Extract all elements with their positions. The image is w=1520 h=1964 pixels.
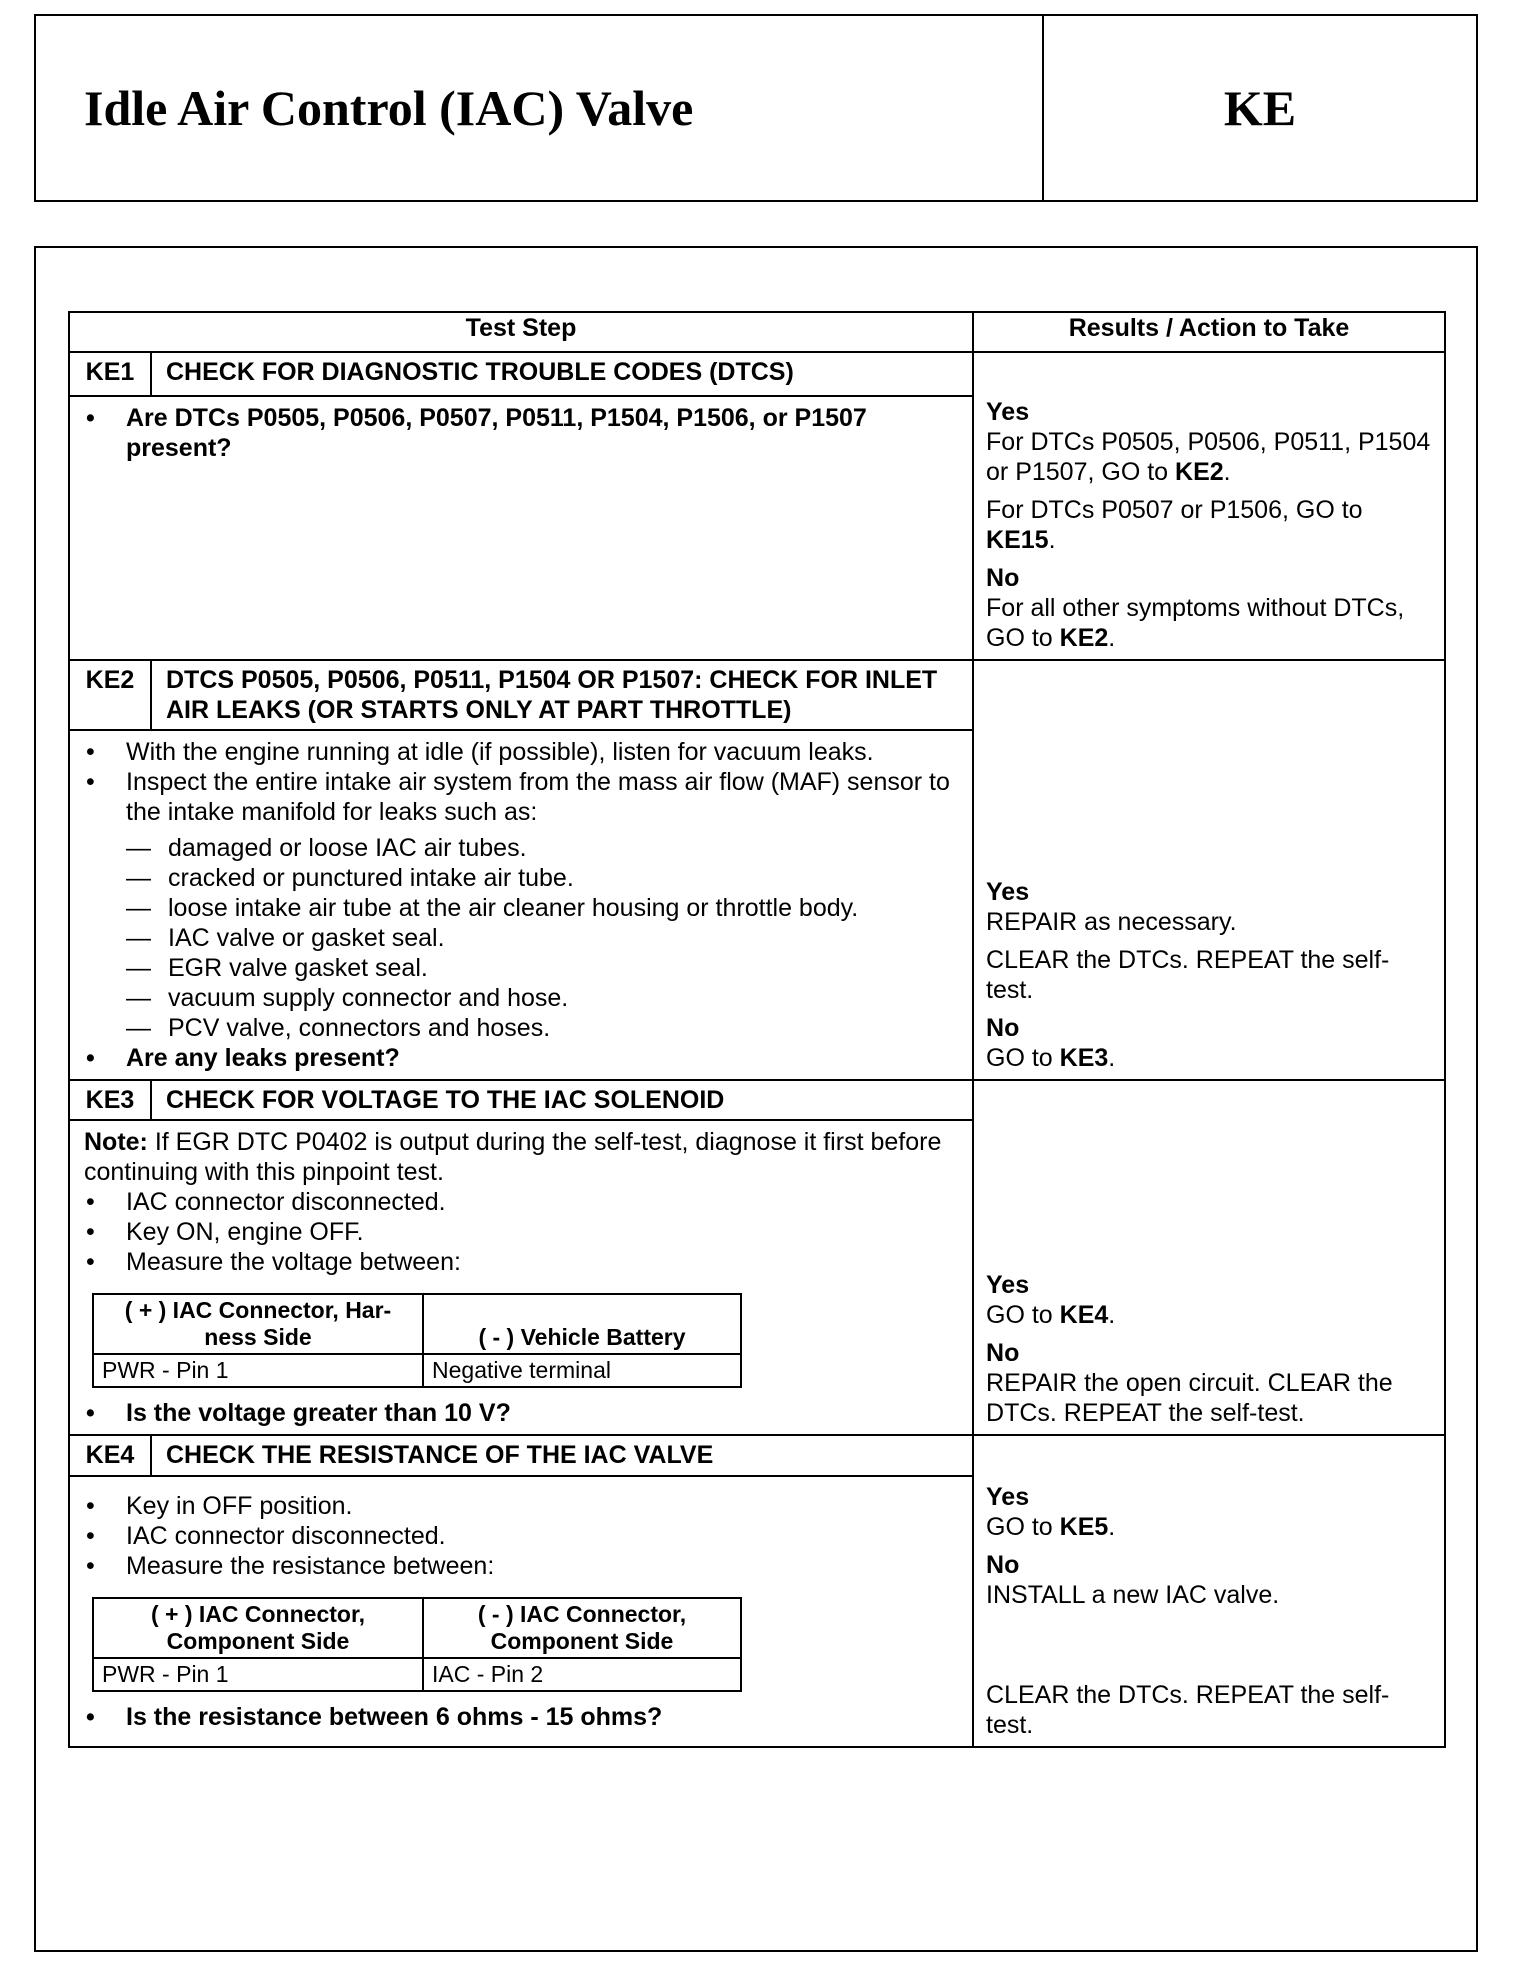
yes-label: Yes (986, 878, 1030, 906)
step-ke4-results (973, 1435, 1445, 1747)
no-label: No (986, 1551, 1020, 1579)
step-ke2-results (973, 660, 1445, 1080)
inner-col-header: ( + ) IAC Connector, Component Side (93, 1598, 423, 1658)
step-ke3-results (973, 1080, 1445, 1435)
no-label: No (986, 1339, 1020, 1367)
inner-cell: IAC - Pin 2 (423, 1658, 741, 1691)
instruction: • IAC connector disconnected. (86, 1188, 446, 1216)
step-ref: KE2 (1059, 624, 1109, 652)
result-text: For DTCs P0505, P0506, P0511, P1504 or P1507, GO to KE2. (986, 428, 1431, 486)
result-text: REPAIR as necessary. (986, 908, 1237, 936)
yes-label: Yes (986, 1483, 1030, 1511)
step-id: KE3 (69, 1080, 151, 1120)
step-body (69, 1476, 973, 1747)
question: • Is the voltage greater than 10 V? (86, 1399, 511, 1427)
result-text: GO to KE3. (986, 1044, 1116, 1072)
note: Note: If EGR DTC P0402 is output during the self-test, diagnose it first before continuing with this pinpoint test. (84, 1128, 942, 1186)
result-text: CLEAR the DTCs. REPEAT the self-test. (986, 1681, 1390, 1739)
inner-col-header: ( - ) IAC Connector, Component Side (423, 1598, 741, 1658)
list-item: — PCV valve, connectors and hoses. (126, 1014, 551, 1042)
list-item: — IAC valve or gasket seal. (126, 924, 445, 952)
step-ke1-title-row (69, 352, 1445, 396)
step-title: CHECK THE RESISTANCE OF THE IAC VALVE (151, 1435, 973, 1476)
step-ke2-title-row (69, 660, 1445, 730)
instruction: • Key ON, engine OFF. (86, 1218, 364, 1246)
col-test-step: Test Step (69, 312, 973, 352)
step-body (69, 730, 973, 1080)
list-item: — vacuum supply connector and hose. (126, 984, 569, 1012)
list-item: — cracked or punctured intake air tube. (126, 864, 574, 892)
instruction: • Inspect the entire intake air system from the mass air flow (MAF) sensor to the intake manifold for leaks such as: (86, 768, 950, 826)
step-body (69, 1120, 973, 1435)
result-text: CLEAR the DTCs. REPEAT the self-test. (986, 946, 1390, 1004)
page-title: Idle Air Control (IAC) Valve (36, 16, 1044, 200)
table-header-row (69, 312, 1445, 352)
no-label: No (986, 1014, 1020, 1042)
result-text: GO to KE5. (986, 1513, 1116, 1541)
section-code: KE (1223, 80, 1297, 136)
list-item: — loose intake air tube at the air cleaner housing or throttle body. (126, 894, 859, 922)
step-ke3-title-row (69, 1080, 1445, 1120)
step-id: KE2 (69, 660, 151, 730)
instruction: • With the engine running at idle (if possible), listen for vacuum leaks. (86, 738, 874, 766)
step-title: CHECK FOR DIAGNOSTIC TROUBLE CODES (DTCS) (151, 352, 973, 396)
result-text: For all other symptoms without DTCs, GO to KE2. (986, 594, 1405, 652)
step-id: KE4 (69, 1435, 151, 1476)
test-frame (34, 246, 1478, 1952)
result-text: INSTALL a new IAC valve. (986, 1581, 1280, 1609)
instruction: • Key in OFF position. (86, 1492, 353, 1521)
voltage-measure-table (92, 1293, 742, 1388)
step-title: DTCS P0505, P0506, P0511, P1504 OR P1507: CHECK FOR INLET AIR LEAKS (OR STARTS ONLY AT PART THROTTLE) (151, 660, 973, 730)
step-ref: KE5 (1059, 1513, 1109, 1541)
col-results: Results / Action to Take (973, 312, 1445, 352)
inner-col-header: ( - ) Vehicle Battery (423, 1294, 741, 1354)
step-ke1-results (973, 352, 1445, 660)
result-text: For DTCs P0507 or P1506, GO to KE15. (986, 496, 1363, 554)
resistance-measure-table (92, 1597, 742, 1692)
inner-col-header: ( + ) IAC Connector, Har-ness Side (93, 1294, 423, 1354)
yes-label: Yes (986, 398, 1030, 426)
inner-cell: PWR - Pin 1 (93, 1658, 423, 1691)
list-item: — damaged or loose IAC air tubes. (126, 834, 527, 862)
step-ref: KE4 (1059, 1301, 1109, 1329)
step-id: KE1 (69, 352, 151, 396)
instruction: • Measure the voltage between: (86, 1248, 461, 1276)
inner-cell: Negative terminal (423, 1354, 741, 1387)
no-label: No (986, 564, 1020, 592)
step-body (69, 396, 973, 660)
inner-cell: PWR - Pin 1 (93, 1354, 423, 1387)
step-ref: KE15 (986, 526, 1049, 554)
question: • Are any leaks present? (86, 1044, 400, 1072)
question: • Is the resistance between 6 ohms - 15 ohms? (86, 1703, 663, 1732)
instruction: • IAC connector disconnected. (86, 1522, 446, 1551)
yes-label: Yes (986, 1271, 1030, 1299)
step-ke4-title-row (69, 1435, 1445, 1476)
result-text: REPAIR the open circuit. CLEAR the DTCs. REPEAT the self-test. (986, 1369, 1393, 1427)
result-text: GO to KE4. (986, 1301, 1116, 1329)
page-header (34, 14, 1478, 202)
list-item: — EGR valve gasket seal. (126, 954, 428, 982)
step-title: CHECK FOR VOLTAGE TO THE IAC SOLENOID (151, 1080, 973, 1120)
step-ref: KE2 (1175, 458, 1224, 486)
step-ref: KE3 (1059, 1044, 1109, 1072)
question: • Are DTCs P0505, P0506, P0507, P0511, P1504, P1506, or P1507 present? (86, 404, 867, 462)
instruction: • Measure the resistance between: (86, 1552, 495, 1581)
pinpoint-test-table (68, 311, 1446, 1748)
